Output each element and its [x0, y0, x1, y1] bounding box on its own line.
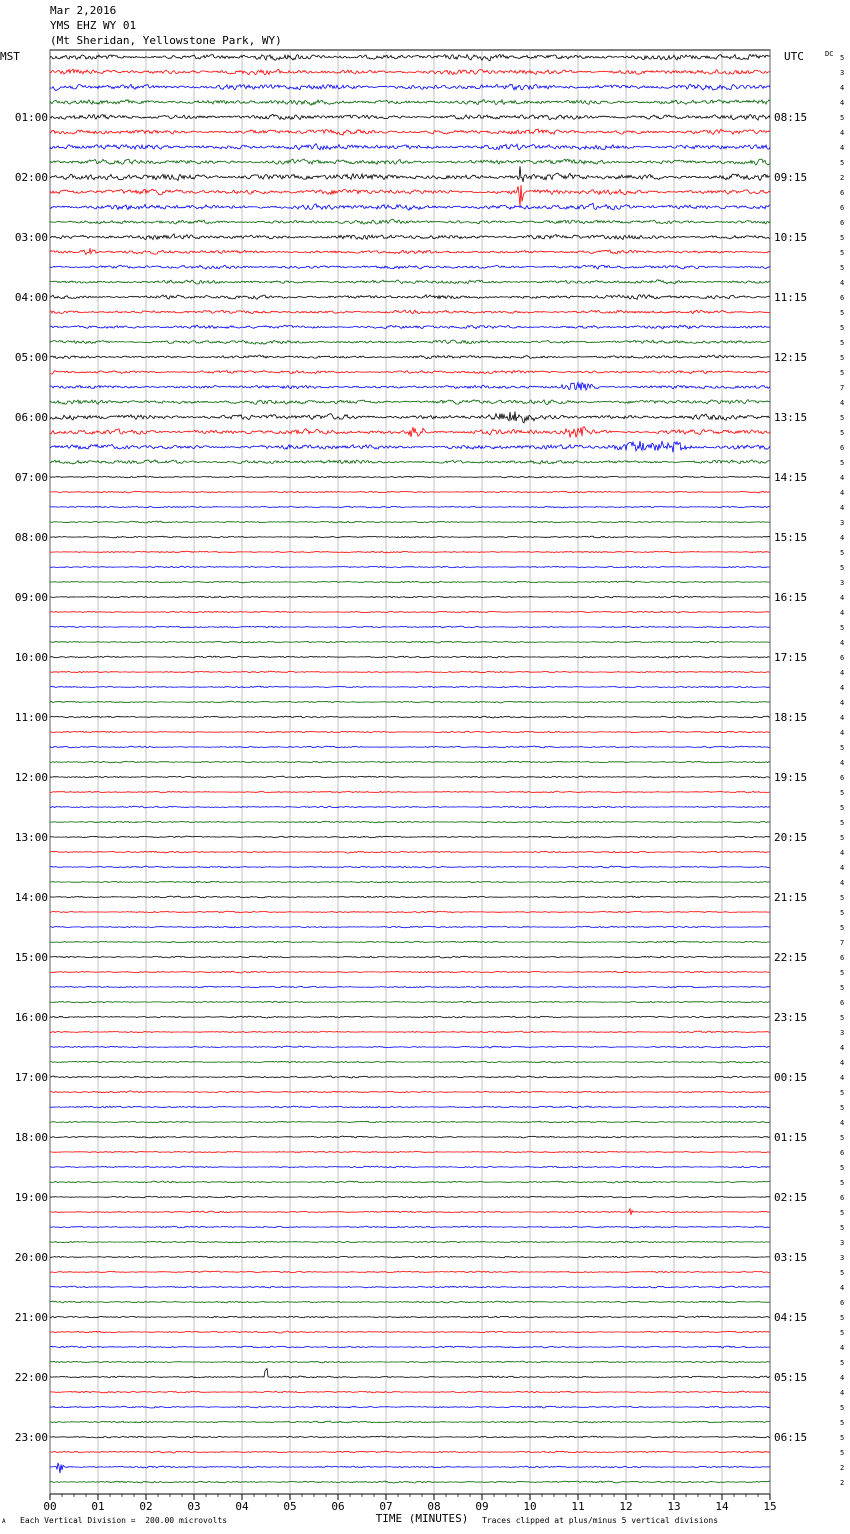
trace-46: [50, 746, 770, 748]
trace-33: [50, 551, 770, 553]
trace-32: [50, 536, 770, 538]
trace-10: [50, 203, 770, 210]
dc-offset-label: 5: [840, 1434, 845, 1442]
trace-38: [50, 626, 770, 628]
left-hour-label: 05:00: [14, 351, 48, 364]
trace-78: [50, 1226, 770, 1228]
footer-mark: A: [2, 1518, 6, 1525]
trace-44: [50, 716, 770, 718]
trace-85: [50, 1331, 770, 1333]
right-hour-label: 22:15: [774, 951, 808, 964]
trace-11: [50, 219, 770, 224]
dc-offset-label: 4: [840, 714, 845, 722]
dc-offset-label: 5: [840, 1209, 845, 1217]
right-hour-label: 15:15: [774, 531, 808, 544]
trace-73: [50, 1151, 770, 1152]
dc-offset-label: 5: [840, 1269, 845, 1277]
dc-offset-label: 4: [840, 669, 845, 677]
right-hour-label: 16:15: [774, 591, 808, 604]
trace-47: [50, 761, 770, 763]
right-hour-label: 08:15: [774, 111, 808, 124]
trace-52: [50, 836, 770, 838]
right-timezone-label: UTC: [784, 50, 804, 63]
trace-94: [50, 1463, 770, 1473]
dc-offset-label: 5: [840, 789, 845, 797]
right-hour-label: 17:15: [774, 651, 808, 664]
right-hour-label: 20:15: [774, 831, 808, 844]
right-hour-label: 13:15: [774, 411, 808, 424]
dc-offset-label: 6: [840, 1149, 845, 1157]
left-hour-label: 18:00: [14, 1131, 48, 1144]
trace-8: [50, 166, 770, 182]
dc-offset-label: 5: [840, 249, 845, 257]
dc-offset-label: 5: [840, 1404, 845, 1412]
dc-offset-label: 5: [840, 1089, 845, 1097]
dc-offset-label: 4: [840, 849, 845, 857]
trace-48: [50, 776, 770, 778]
trace-90: [50, 1406, 770, 1408]
left-hour-label: 13:00: [14, 831, 48, 844]
trace-79: [50, 1241, 770, 1243]
dc-offset-label: 3: [840, 579, 845, 587]
trace-58: [50, 926, 770, 928]
x-tick-label: 02: [139, 1500, 153, 1513]
right-hour-label: 01:15: [774, 1131, 808, 1144]
dc-offset-label: 7: [840, 384, 845, 392]
dc-offset-label: 6: [840, 999, 845, 1007]
dc-offset-label: 6: [840, 654, 845, 662]
left-hour-label: 03:00: [14, 231, 48, 244]
trace-86: [50, 1346, 770, 1348]
right-hour-label: 00:15: [774, 1071, 808, 1084]
trace-68: [50, 1076, 770, 1078]
trace-35: [50, 581, 770, 583]
trace-56: [50, 896, 770, 898]
trace-15: [50, 280, 770, 284]
left-hour-label: 16:00: [14, 1011, 48, 1024]
right-hour-label: 06:15: [774, 1431, 808, 1444]
left-hour-label: 04:00: [14, 291, 48, 304]
right-hour-label: 05:15: [774, 1371, 808, 1384]
left-hour-label: 20:00: [14, 1251, 48, 1264]
dc-offset-label: 5: [840, 909, 845, 917]
x-tick-label: 10: [523, 1500, 537, 1513]
x-tick-label: 14: [715, 1500, 729, 1513]
dc-offset-label: 4: [840, 639, 845, 647]
trace-70: [50, 1106, 770, 1108]
trace-41: [50, 671, 770, 673]
dc-offset-label: 4: [840, 84, 845, 92]
trace-62: [50, 986, 770, 988]
trace-55: [50, 881, 770, 883]
left-hour-label: 12:00: [14, 771, 48, 784]
dc-offset-label: 4: [840, 1119, 845, 1127]
dc-offset-label: 5: [840, 414, 845, 422]
dc-offset-label: 6: [840, 219, 845, 227]
trace-17: [50, 310, 770, 314]
left-hour-label: 21:00: [14, 1311, 48, 1324]
dc-offset-label: 3: [840, 69, 845, 77]
dc-offset-label: 5: [840, 564, 845, 572]
dc-offset-label: 5: [840, 264, 845, 272]
dc-offset-label: 4: [840, 609, 845, 617]
axis-labels: [15, 54, 844, 1513]
scale-note: Each Vertical Division = 200.00 microvolts: [20, 1516, 228, 1525]
left-hour-label: 23:00: [14, 1431, 48, 1444]
trace-37: [50, 611, 770, 613]
dc-offset-label: 5: [840, 1359, 845, 1367]
trace-19: [50, 340, 770, 344]
dc-offset-label: 2: [840, 1464, 845, 1472]
header-station: YMS EHZ WY 01: [50, 19, 137, 32]
dc-offset-label: 5: [840, 459, 845, 467]
trace-72: [50, 1136, 770, 1138]
trace-40: [50, 656, 770, 658]
dc-offset-label: 5: [840, 159, 845, 167]
trace-77: [50, 1209, 770, 1215]
trace-39: [50, 641, 770, 643]
trace-74: [50, 1166, 770, 1168]
trace-1: [50, 69, 770, 75]
dc-offset-label: 5: [840, 1314, 845, 1322]
right-hour-label: 09:15: [774, 171, 808, 184]
dc-offset-label: 5: [840, 324, 845, 332]
trace-83: [50, 1301, 770, 1303]
trace-67: [50, 1061, 770, 1063]
dc-offset-label: 4: [840, 1074, 845, 1082]
x-tick-label: 08: [427, 1500, 441, 1513]
dc-offset-label: 4: [840, 729, 845, 737]
x-tick-label: 15: [763, 1500, 777, 1513]
trace-54: [50, 866, 770, 868]
dc-offset-label: 6: [840, 954, 845, 962]
dc-offset-label: 6: [840, 444, 845, 452]
trace-49: [50, 791, 770, 793]
dc-offset-label: 5: [840, 114, 845, 122]
dc-offset-label: 5: [840, 339, 845, 347]
dc-offset-label: 5: [840, 924, 845, 932]
x-tick-label: 01: [91, 1500, 105, 1513]
dc-offset-label: 5: [840, 549, 845, 557]
trace-84: [50, 1316, 770, 1318]
trace-61: [50, 971, 770, 973]
trace-64: [50, 1016, 770, 1018]
dc-offset-label: 4: [840, 144, 845, 152]
dc-offset-label: 4: [840, 1344, 845, 1352]
dc-offset-label: 4: [840, 489, 845, 497]
trace-63: [50, 1001, 770, 1003]
right-hour-label: 21:15: [774, 891, 808, 904]
dc-offset-label: 7: [840, 939, 845, 947]
trace-81: [50, 1271, 770, 1273]
right-hour-label: 02:15: [774, 1191, 808, 1204]
left-hour-label: 08:00: [14, 531, 48, 544]
trace-27: [50, 460, 770, 464]
left-hour-label: 15:00: [14, 951, 48, 964]
trace-14: [50, 265, 770, 269]
dc-offset-label: 4: [840, 1059, 845, 1067]
seismic-traces: [50, 54, 770, 1483]
left-hour-label: 11:00: [14, 711, 48, 724]
dc-offset-label: 5: [840, 1104, 845, 1112]
dc-offset-label: 4: [840, 759, 845, 767]
right-hour-label: 04:15: [774, 1311, 808, 1324]
left-hour-label: 09:00: [14, 591, 48, 604]
left-hour-label: 07:00: [14, 471, 48, 484]
trace-92: [50, 1436, 770, 1438]
clip-note: Traces clipped at plus/minus 5 vertical divisions: [482, 1516, 719, 1525]
trace-80: [50, 1256, 770, 1258]
dc-offset-label: 3: [840, 519, 845, 527]
trace-95: [50, 1481, 770, 1483]
dc-offset-label: 5: [840, 819, 845, 827]
trace-22: [50, 382, 770, 390]
left-hour-label: 10:00: [14, 651, 48, 664]
right-hour-label: 10:15: [774, 231, 808, 244]
trace-20: [50, 355, 770, 359]
dc-offset-label: 4: [840, 279, 845, 287]
dc-offset-label: 5: [840, 1224, 845, 1232]
right-hour-label: 23:15: [774, 1011, 808, 1024]
trace-23: [50, 400, 770, 405]
trace-30: [50, 506, 770, 508]
x-tick-label: 09: [475, 1500, 489, 1513]
x-tick-label: 13: [667, 1500, 681, 1513]
right-hour-label: 18:15: [774, 711, 808, 724]
dc-offset-label: 4: [840, 594, 845, 602]
dc-offset-label: 3: [840, 1239, 845, 1247]
trace-82: [50, 1286, 770, 1288]
dc-offset-label: 5: [840, 1134, 845, 1142]
dc-offset-label: 4: [840, 879, 845, 887]
right-hour-label: 14:15: [774, 471, 808, 484]
trace-16: [50, 295, 770, 300]
dc-offset-label: 5: [840, 1329, 845, 1337]
trace-28: [50, 476, 770, 478]
trace-31: [50, 521, 770, 523]
x-tick-label: 03: [187, 1500, 201, 1513]
dc-offset-label: 5: [840, 1014, 845, 1022]
header-date: Mar 2,2016: [50, 4, 117, 17]
dc-offset-label: 3: [840, 1254, 845, 1262]
trace-3: [50, 100, 770, 106]
x-tick-label: 05: [283, 1500, 297, 1513]
dc-offset-label: 4: [840, 129, 845, 137]
dc-offset-label: 4: [840, 474, 845, 482]
dc-offset-label: 5: [840, 894, 845, 902]
trace-26: [50, 441, 770, 452]
trace-4: [50, 114, 770, 120]
right-hour-label: 19:15: [774, 771, 808, 784]
dc-offset-label: 6: [840, 774, 845, 782]
trace-50: [50, 806, 770, 808]
dc-offset-label: 3: [840, 1029, 845, 1037]
left-timezone-label: MST: [0, 50, 20, 63]
trace-36: [50, 596, 770, 598]
left-hour-label: 02:00: [14, 171, 48, 184]
trace-87: [50, 1361, 770, 1363]
trace-65: [50, 1031, 770, 1033]
right-hour-label: 11:15: [774, 291, 808, 304]
dc-offset-label: 5: [840, 1179, 845, 1187]
dc-offset-label: 5: [840, 429, 845, 437]
trace-66: [50, 1046, 770, 1048]
dc-offset-label: 6: [840, 204, 845, 212]
dc-offset-label: 4: [840, 1044, 845, 1052]
dc-offset-label: 6: [840, 189, 845, 197]
dc-offset-label: 4: [840, 684, 845, 692]
dc-offset-label: 5: [840, 834, 845, 842]
trace-25: [50, 427, 770, 438]
trace-24: [50, 412, 770, 423]
trace-88: [50, 1368, 770, 1378]
dc-offset-label: 4: [840, 399, 845, 407]
trace-42: [50, 686, 770, 688]
dc-offset-label: 2: [840, 174, 845, 182]
dc-offset-label: 5: [840, 354, 845, 362]
trace-45: [50, 731, 770, 733]
x-tick-label: 07: [379, 1500, 393, 1513]
trace-43: [50, 701, 770, 703]
trace-18: [50, 325, 770, 329]
dc-offset-label: 4: [840, 864, 845, 872]
dc-offset-label: 5: [840, 309, 845, 317]
trace-75: [50, 1181, 770, 1183]
left-hour-label: 19:00: [14, 1191, 48, 1204]
dc-offset-label: 5: [840, 1419, 845, 1427]
dc-offset-label: 5: [840, 1164, 845, 1172]
dc-offset-label: 4: [840, 534, 845, 542]
dc-offset-label: 4: [840, 504, 845, 512]
left-hour-label: 17:00: [14, 1071, 48, 1084]
dc-offset-label: 5: [840, 969, 845, 977]
x-tick-label: 11: [571, 1500, 585, 1513]
trace-9: [50, 185, 770, 206]
trace-59: [50, 941, 770, 943]
left-hour-label: 22:00: [14, 1371, 48, 1384]
dc-offset-label: 4: [840, 1284, 845, 1292]
trace-5: [50, 129, 770, 135]
trace-71: [50, 1121, 770, 1123]
x-tick-label: 12: [619, 1500, 633, 1513]
trace-21: [50, 370, 770, 374]
left-hour-label: 01:00: [14, 111, 48, 124]
dc-offset-label: 5: [840, 234, 845, 242]
left-hour-label: 06:00: [14, 411, 48, 424]
header-location: (Mt Sheridan, Yellowstone Park, WY): [50, 34, 282, 47]
dc-offset-label: 5: [840, 1449, 845, 1457]
dc-offset-label: 4: [840, 699, 845, 707]
dc-offset-label: 6: [840, 1194, 845, 1202]
x-tick-label: 00: [43, 1500, 57, 1513]
trace-12: [50, 234, 770, 240]
trace-57: [50, 911, 770, 913]
trace-34: [50, 566, 770, 568]
trace-93: [50, 1451, 770, 1453]
trace-76: [50, 1196, 770, 1198]
dc-offset-label: 5: [840, 744, 845, 752]
left-hour-label: 14:00: [14, 891, 48, 904]
dc-offset-label: 2: [840, 1479, 845, 1487]
trace-13: [50, 248, 770, 254]
trace-2: [50, 84, 770, 90]
x-axis-title: TIME (MINUTES): [375, 1512, 469, 1525]
dc-offset-label: 5: [840, 804, 845, 812]
x-tick-label: 04: [235, 1500, 249, 1513]
trace-29: [50, 491, 770, 493]
trace-7: [50, 159, 770, 165]
trace-0: [50, 54, 770, 60]
trace-69: [50, 1091, 770, 1093]
dc-offset-label: 6: [840, 294, 845, 302]
dc-offset-label: 5: [840, 984, 845, 992]
dc-offset-label: 4: [840, 1389, 845, 1397]
dc-offset-label: 5: [840, 369, 845, 377]
dc-label: DC: [825, 50, 834, 58]
right-hour-label: 03:15: [774, 1251, 808, 1264]
trace-91: [50, 1421, 770, 1423]
x-tick-label: 06: [331, 1500, 345, 1513]
trace-6: [50, 144, 770, 150]
right-hour-label: 12:15: [774, 351, 808, 364]
dc-offset-label: 4: [840, 1374, 845, 1382]
trace-53: [50, 851, 770, 853]
dc-offset-label: 6: [840, 1299, 845, 1307]
dc-offset-label: 4: [840, 99, 845, 107]
trace-89: [50, 1391, 770, 1393]
dc-offset-label: 5: [840, 624, 845, 632]
trace-60: [50, 956, 770, 958]
trace-51: [50, 821, 770, 823]
dc-offset-label: 5: [840, 54, 845, 62]
